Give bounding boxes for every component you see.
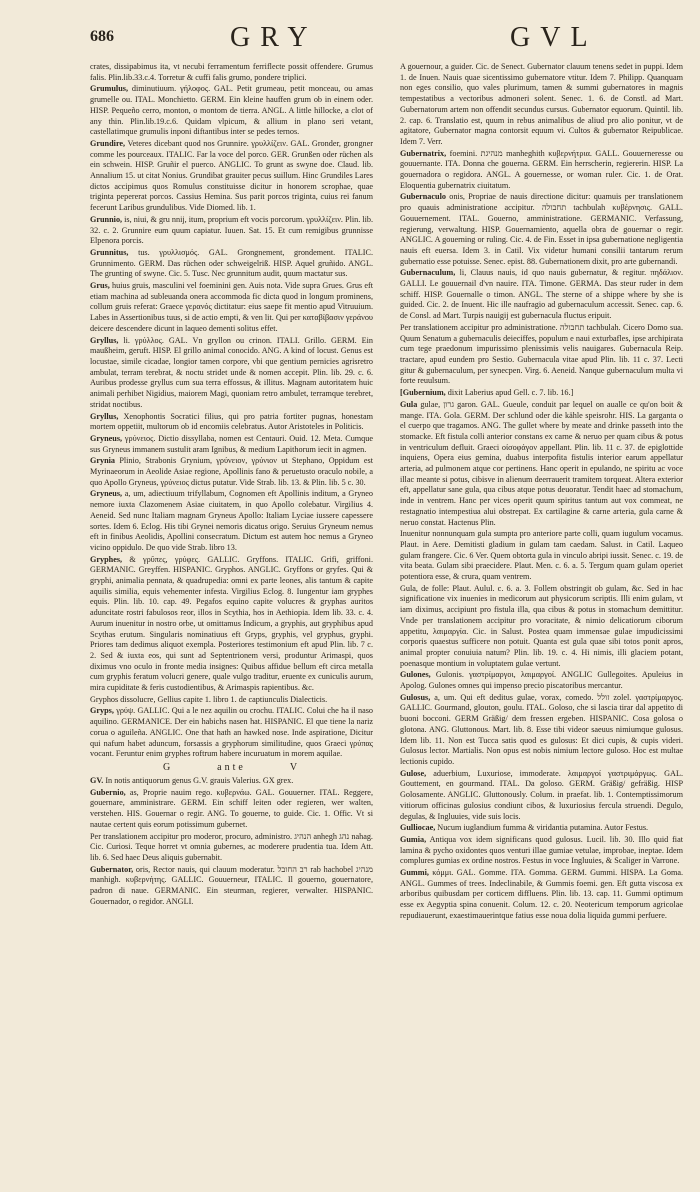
entry-headword: Gummi, (400, 868, 429, 878)
dictionary-entry (90, 412, 373, 433)
entry-text: crates, dissipabimus ita, vt necubi ferramentum ferriflecte possit offendere. Grumus falis. Plin.lib.33.c.4. Torretur & cuffi falis grumo, pondere triplici. (90, 62, 373, 82)
entry-text: Gryphos dissolucre, Gellius capite 1. libro 1. de captiunculis Dialecticis. (90, 694, 328, 704)
entry-text: In notis antiquorum genus G.V. grauis Valerius. GX grex. (105, 776, 294, 785)
dictionary-entry (400, 323, 683, 387)
entry-text: dixit Laberius apud Gell. c. 7. lib. 16.] (447, 388, 574, 398)
dictionary-entry (90, 695, 373, 706)
page-number: 686 (90, 28, 114, 45)
entry-headword: Gryneus, (90, 433, 123, 443)
dictionary-entry (90, 706, 373, 760)
dictionary-entry (90, 555, 373, 694)
entry-text: Inuenitur nonnunquam gula sumpta pro anteriore parte colli, quam iugulum vocamus. Plaut. in Aere. Demitisti gladium in gulam tam caedam. Salust. in Catil. Laqueo gulam frangere. Cic. 6 Ver. Quem obtorta gula in vinculo abripi iussit. Senec. c. 19. de vita beata. Gulam sibi praecidere. Plaut. Men. c. 6. a. 5. Tergum quam gulam operiet potentiora esse, & crura, quam ventrem. (400, 529, 683, 582)
entry-text: Gulonis. γαστρίμαργοι, λαιμαργοί. ANGLIC Gullegoites. Apuleius in Apolog. Gulones omnes qui impenso precio piscatoribus mercantur. (400, 670, 683, 691)
entry-headword: Gubernatrix, (400, 148, 447, 158)
dictionary-entry (90, 865, 373, 908)
dictionary-entry (90, 788, 373, 831)
entry-text: & γρῦπες, γρύφες. GALLIC. Gryffons. ITALIC. Grifi, griffoni. GERMANIC. Greyffen. HISPANIC. Gryphos. ANGLIC. Gryffons or gryfes. Qui & gryphi, animalia pennata, & quadrupedia: omni ex parte leones, alis tantum & capite aquilis similia, equis vehementer infesta. Virgilius Eclog. 8. Iungentur iam gryphes equis. Plin. lib. 10. cap. 49. Pegafos equino capite volucres & gryphas auritos aduncitate rostri fabulosos reor, illos in Scythia, hos in Aethiopia. Idem lib. 33. c. 4. Aurum inuenitur in nostro orbe, ut omittamus Indicum, a gryphis, aut gryphibus apud Scythas erutum. Singularis nominatiuus eft Gryps, gryphis, vel gryphus, gryphi. Priores tam dedimus aliquot exempla. Posteriores testimonium eft apud Plin. lib. 7 c. 2. Sed & iuxta eos, qui sunt ad Septentrionem versi, produntur Arimaspi, quos diximus vno oculo in fronte media insignes: Quibus affidue bellum eft circa metalla cum gryphis feratum volucri genere, quale vulgo traditur, eruente ex cuniculis aurum, mira cupiditate & feris custodientibus, & Arimaspis rapientibus. &c. (90, 554, 373, 693)
entry-text: tus. γρυλλισμός. GAL. Grongnement, grondement. ITALIC. Grunnimento. GERM. Das rüchen oder schweigelriß. HISP. Aquel gruñido. ANGL. The grunting of swyne. Cic. 5. Tusc. Nec grunnitum audit, quum mactatur sus. (90, 247, 373, 279)
entry-headword: Gubernator, (90, 864, 134, 874)
entry-headword: Gryneus, (90, 489, 123, 499)
entry-text: gulae, גרון garon. GAL. Gueule, conduit par lequel on aualle ce qu'on boit & mange. ITA. Gola. GERM. Der schlund oder die kähle speisrohr. HIS. La garganta o el cuerpo que tragamos. ANG. The gullet where by meate and drinke passeth into the stomacke. Eft fistula colli anterior constans ex carne & neruo per quam cibus & potus in ventriculum defluit. Graeci οἰσοφάγον appellant. Plin. lib. 11 c. 37. de epiglottide inquiens, Opera eius gemina, duabus interpofita fistulis interior earum appellatur arteria, ad pulmonem atque cor pertinens. Hanc operit in epulando, ne spiritu ac voce illac meante si potus, cibisve in alienum deerrauerit tramitem torqueat. Altera exterior eft, appellatur sane gula, qua cibus atque potus deuoratur. Tendit haec ad stomachum, inde in ventrem. Hanc per vices operit quum spiritus tantum aut vox commeat, ne restagnatio intempestiua alui obstrepat. Ex cartilagine & carne arteria, gula carne & neruo constat. Hactenus Plin. (400, 399, 683, 527)
entry-headword: Gula (400, 399, 418, 409)
dictionary-entry (400, 868, 683, 922)
dictionary-entry (90, 489, 373, 553)
dictionary-entry (90, 62, 373, 83)
entry-text: huius gruis, masculini vel foeminini gen. Auis nota. Vide supra Grues. Grus eft etiam machina ad subleuanda onera accommoda fic dicta quod in longum prominens, collum gruis referat: Graece γερανός dictitatur: eius saepe fit mentio apud Vitruuium. Labes in Assertionibus tuus, si de actio empti, & ven lit. Qui per καταβίβασιν γεράνου deicere descendere dicunt in laqueo dementi solitus effet. (90, 281, 373, 333)
entry-headword: Grus, (90, 281, 110, 291)
entry-text: a, um. Qui eft deditus gulae, vorax, comedo. זולל zolel. γαστρίμαργος. GALLIC. Gourmand, glouton, goulu. ITAL. Goloso, che si lascia tirar dal appetito di buoni bocconi. GERM Gräßig/ dem fressen ergeben. HISPANIC. Cosa golosa o glotona. ANG. Gluttonous. Mart. lib. 8. Esse tibi videor saeuus nimiumque gulosus. Idem lib. 11. Non est Tucca satis quod es gulosus: Et dici cupis, & cupis videri. Gulosus lector. Martialis. Non opus est nobis nimium lectore guloso. Hoc est multae lectionis cupido. (400, 692, 683, 766)
entry-text: Veteres dicebant quod nos Grunnire. γρυλλίζειν. GAL. Gronder, grongner comme les pourceaux. ITALIC. Far la voce del porco. GER. Grunßen oder rüchen als ein schwein. HISP. Gruñir el puerco. ANGLIC. To grunt as swyne doe. Claud. lib. Annalium 15. ut citat Nonius. Grundibat grauiter pecus suillum. Hinc Grundiles Lares dictos accipimus quos Romulus constituisse dicitur in honorem scrophae, quae triginta pepererat porcos. Cassius Hemina. Sus parit porcos triginta, cuius rei fanum fecerunt Laribus grundulibus. Vide Diomed. lib. 1. (90, 138, 373, 213)
entry-text: a, um, adiectiuum trifyllabum, Cognomen eft Apollinis inditum, a Gryneo nemore iuxta Clazomenem Asiae ciuitatem, in quo Apollo colebatur. Virgilius 4. Aeneid. Sed nunc Italiam magnam Gryneus Apollo: Italiam Lyciae iussere capessere sortes. Idem 6. Eclog. His tibi Grynei nemoris dicatus origo. Seruius Gryneum nemus eft in finibus Aeolidis, Apollini consecratum. Dictum est autem hoc nemus a Gryneo vicino oppidulo. De quo vide Strab. libro 13. (90, 489, 373, 552)
section-heading-mid: ante (217, 762, 246, 773)
section-heading-right: V (289, 762, 301, 773)
entry-headword: Gryllus, (90, 411, 119, 421)
dictionary-entry (90, 832, 373, 864)
entry-text: Per translationem accipitur pro administratione. תחבולה tachbulah. Cicero Domo sua. Quum Senatum a gubernaculis deieciffes, populum e naui exturbafles, ipse archipirata cum tege praedonum impurissimo plenissimis velis nauigares. Gubernacula Reip. tractare, apud eundem pro Sestio. Gubernacula vitae apud Plin. lib. 11 c. 37. Lecti gitur & gubernaculum, per synecpen. Virg. 6. Aeneid. Nanque gubernaculum multa vi forte reuulsum. (400, 322, 683, 386)
entry-text: Nucum iuglandium fumma & viridantia putamina. Autor Festus. (437, 823, 649, 833)
dictionary-entry (400, 835, 683, 867)
entry-headword: GV. (90, 776, 104, 785)
left-column (90, 62, 373, 1174)
dictionary-entry (90, 281, 373, 335)
entry-text: κόμμι. GAL. Gomme. ITA. Gomma. GERM. Gummi. HISPA. La Goma. ANGL. Gummes of trees. Indeclinabile, & Gummis foemi. gen. Eft gutta viscosa ex arboribus quibusdam per corticem diffluens. Plin. lib. 13. cap. 11. Gummi optimum esse ex Aegyptia spina conuenit. Colum. 12. c. 20. Neotericum temporum agricolae repudiauerunt, exaestimauerintque fatius esse noua dolia liquida gummi perfuere. (400, 868, 683, 920)
entry-text: li, Clauus nauis, id quo nauis gubernatur, & regitur. πηδάλιον. GALLI. Le gouuernail d'vn nauire. ITA. Timone. GERMA. Das steur ruder in dem schiff. HISP. Gouernalle o timon. ANGL. The sterne of a shippe where by she is guided. Cic. 2. de Inuent. Hic ille naufragio ad gubernaculum accessit. Senec. cap. 6. de Consl. ad Mart. Turpis nauigij est gubernacula fluctus eripuit. (400, 268, 683, 321)
entry-text: as, Proprie nauim rego. κυβερνάω. GAL. Gouuerner. ITAL. Reggere, gouernare, amministrare. GERM. Ein schiff leiten oder regieren, wer walten, verstehen. HIS. Gouernar o regir. ANG. To gouerne, to guide. Cic. 1. Offic. Vt si nautae certent quis eorum potissimum gubernet. (90, 787, 373, 829)
entry-headword: Grynia (90, 456, 116, 466)
dictionary-entry (400, 62, 683, 148)
dictionary-entry (90, 434, 373, 455)
entry-text: Plinio, Strabonis Grynium, γρύνειον, γρύνιον ut Stephano, Oppidum est Myrinaeorum in Aeolide Asiae regione, Apollinis fano & peruetusto oraculo nobile, a quo Apollo Gryneus, γρύνειος dictus putatur. Vide Strab. lib. 13. & Plin. lib. 5 c. 30. (90, 456, 373, 487)
entry-headword: Gumia, (400, 834, 427, 844)
entry-text: oris, Rector nauis, qui clauum moderatur. רב החובל rab hachobel מנהיג manhigh. κυβερνήτης. GALLIC. Gouuerneur, ITALIC. Il gouerno, gouernatore, padron di naue. GERMANIC. Ein steurman, regierer, verwalter. HISPANIC. Gouernador, o regidor. ANGLI. (90, 864, 373, 906)
entry-text: foemini. מנהיגת manheghith κυβερνήτρια. GALL. Gouuerneresse ou gouuernante. ITA. Donna che gouerna. GERM. Ein herrscherin, regiererin. HISP. La gouernadora o regidora. ANGL. A gouernesse, or woman ruler. Cic. 1. de Orat. Eloquentia gubernatrix ciuitatum. (400, 148, 683, 190)
entry-headword: Gryllus, (90, 335, 119, 345)
entry-text: Antiqua vox idem significans quod gulosus. Lucil. lib. 30. Illo quid fiat lamina & pycho oxidontes quos venturi illae gumiae vetulae, improbae, ineptae. Idem complures gumias ex ordine nostros. Festus in voce Ingluuies, & Scaliger in Varrone. (400, 834, 683, 866)
dictionary-entry (400, 529, 683, 583)
entry-text: aduerbium, Luxuriose, immoderate. λαιμαργοί γαστριμάργως. GAL. Gouttement, en gourmand. ITAL. Da goloso. GERM. Gräßig/ gefräßig. HISP Golosamente. ANGLIC. Gluttonously. Colum. in praefat. lib. 1. Contemptissimorum vitiorum officinas gulosius condiunt cibos, & luxuriosius fercula struendi. Degulo, degulas, & Ingluuies, vide suis locis. (400, 768, 683, 821)
entry-headword: Grunnio, (90, 214, 123, 224)
entry-headword: [Gubernium, (400, 388, 446, 398)
right-column (400, 62, 683, 1174)
dictionary-entry (90, 139, 373, 214)
entry-headword: Gubernaculum, (400, 268, 456, 278)
dictionary-entry (400, 823, 683, 834)
dictionary-entry (400, 769, 683, 823)
entry-text: Xenophontis Socratici filius, qui pro patria fortiter pugnas, honestam mortem oppetiit, multorum ob id encomiis celebratus. Autor Aristoteles in Politicis. (90, 411, 373, 432)
dictionary-entry (90, 336, 373, 411)
dictionary-entry (400, 388, 683, 399)
entry-headword: Gubernio, (90, 787, 126, 797)
section-heading (90, 762, 373, 773)
dictionary-entry (90, 248, 373, 280)
section-heading-left: G (162, 762, 174, 773)
dictionary-entry (400, 192, 683, 267)
entry-headword: Gulose, (400, 768, 427, 778)
entry-text: is, niui, & gru nnij, itum, proprium eft vocis porcorum. γρυλλίζειν. Plin. lib. 32. c. 2. Grunnire eum quum capiatur. Iuuen. Sat. 15. Et cum remigibus grunnisse Elpenora porcis. (90, 214, 373, 246)
dictionary-entry (400, 693, 683, 768)
entry-headword: Gulones, (400, 670, 431, 680)
entry-text: Per translationem accipitur pro moderor, procuro, administro. הנהיג anhegh נהג nahag. Cic. Curiosi. Teque horret vt omnia gubernes, ac moderere prudentia tua. Idem Att. lib. 6. Sed haec Deus aliquis gubernabit. (90, 831, 373, 862)
entry-headword: Grumulus, (90, 84, 128, 94)
running-head-right: GVL (510, 22, 598, 53)
entry-headword: Gulosus, (400, 692, 431, 702)
entry-text: diminutiuum. γήλοφος. GAL. Petit grumeau, petit monceau, ou amas grumelle ou. ITAL. Monchietto. GERM. Ein kleine hauffen grum ob in einem oder. HISP. Pequeño cerro, monton, o montom de tierra. ANGL. A little hillocke, a clot of any thin. Plin.lib.19.c.6. Quidam vlpicum, & allium in plano seri vetant, castellatimque grumulis inponi diftantibus inter se pedes ternos. (90, 84, 373, 137)
dictionary-entry (90, 84, 373, 138)
entry-text: γρύνειος. Dictio dissyllaba, nomen est Centauri. Ouid. 12. Meta. Cumque sus Gryneus immanem sustulit aram Ignibus, & medium Lapithorum iecit in agmen. (90, 433, 373, 454)
entry-headword: Gulliocae, (400, 823, 436, 833)
entry-headword: Grundire, (90, 138, 126, 148)
entry-headword: Grunnitus, (90, 247, 129, 257)
entry-headword: Gubernaculo (400, 192, 446, 202)
page-header (0, 22, 700, 62)
dictionary-entry (90, 215, 373, 247)
entry-text: γρύψ. GALLIC. Qui a le nez aquilin ou crochu. ITALIC. Colui che ha il naso aquilino. GERMANICE. Der ein habichs nasen hat. HISPANIC. El que tiene la nariz corua o aguileña. ANGLIC. One that hath an hawked nose. Inde aspiratione, Dicitur qui nafum habet aduncum, forsassis a gryphorum similitudine, quos Graeci γρύπας vocant. Feruntur enim gryphes roftrum habere incuruatum in morem aquilae. (90, 706, 373, 759)
entry-text: Gula, de folle: Plaut. Aulul. c. 6. a. 3. Follem obstringit ob gulam, &c. Sed in hac significatione vix inuenies in medicorum aut physicorum scriptis. Illi enim gulam, vt iam diximus, accipiunt pro fistula illa, qua cibus & potus in stomachum demittitur. Vnde per translationem accipitur pro voracitate, & nimio delicatiorum ciborum appetitu, λαιμαργία. Cic. in Salust. Postea quam immensae gulae impudicissimi corporis quaestus sufficere non potuit. Quanta est gula quae sibi totos ponit apros, animal propter conuiuia natum? Plin. lib. 19. c. 4. Hi nimis, illi glaciem potant, poenasque montium in voluptatem gulae vertunt. (400, 583, 683, 668)
entry-text: A gouernour, a guider. Cic. de Senect. Gubernator clauum tenens sedet in puppi. Idem 1. de Inuen. Nauis quae sicentissimo gubernatore vtitur. Idem 7. Philipp. Quanquam non eges consilio, quo vales plurimum, tamen & summi gubernatores in magnis tempestatibus a vectoribus admoneri solent. Senec. 1. 6. de Constl. ad Mart. Gubernatorum artem non offendit secundus cursus. Gubernator equorum. Quintil. lib. 2. cap. 6. Translatio est, quum in rebus animalibus de aliud pro alio ponitur, vt de agitatore, Gubernator magna contorsit equum vi. Cultos & gubernator Reipublicae. Idem 7. Verr. (400, 62, 683, 146)
dictionary-entry (400, 149, 683, 192)
dictionary-entry (90, 456, 373, 488)
dictionary-entry (90, 776, 373, 787)
entry-headword: Gryphes, (90, 554, 123, 564)
dictionary-entry (400, 400, 683, 528)
dictionary-entry (400, 670, 683, 691)
running-head-left: GRY (230, 22, 318, 53)
dictionary-entry (400, 268, 683, 322)
entry-text: onis, Propriae de nauis directione dicitur: quamuis per translationem pro quauis administratione accipitur. תחבולה tachbulah κυβέρνησις. GALL. Gouuernement. ITAL. Gouerno, amministratione. GERMANIC. Verfassung, regierung, verwaltung. HISP. Gouernamiento, aquella obra de gouernar o regir. ANGLIC. A gouerning or ruling. Cic. 4. de Fin. Esset in ipsa gubernatione negligentia nauis eft euersa. Idem 3. in Catil. Vix videtur humani consilii tantarum rerum gubernatio esse potuisse. Senec. epist. 88. Gubernationem dixit, pro arte gubernandi. (400, 192, 683, 266)
dictionary-entry (400, 584, 683, 670)
entry-text: li. γρύλλος. GAL. Vn gryllon ou crinon. ITALI. Grillo. GERM. Ein maußheim, geruft. HISP. El grillo animal conocido. ANG. A kind of locust. Genus est locustae, simile cicadae, longior tamen corpore, vbi que gentium pernicies agrisretro ambulat, terram terebrat, & noctu stridet unde & nomen accepit. Plin. lib. 29. c. 6. Auribus prodesse gryllus cum sua terra effossus, & illitus. Magnam autoritatem huic animali perhibet Nigidius, maiorem Magi, quoniam retro ambulet, terramque terebret, stridat noctibus. (90, 335, 373, 409)
entry-headword: Gryps, (90, 706, 114, 716)
